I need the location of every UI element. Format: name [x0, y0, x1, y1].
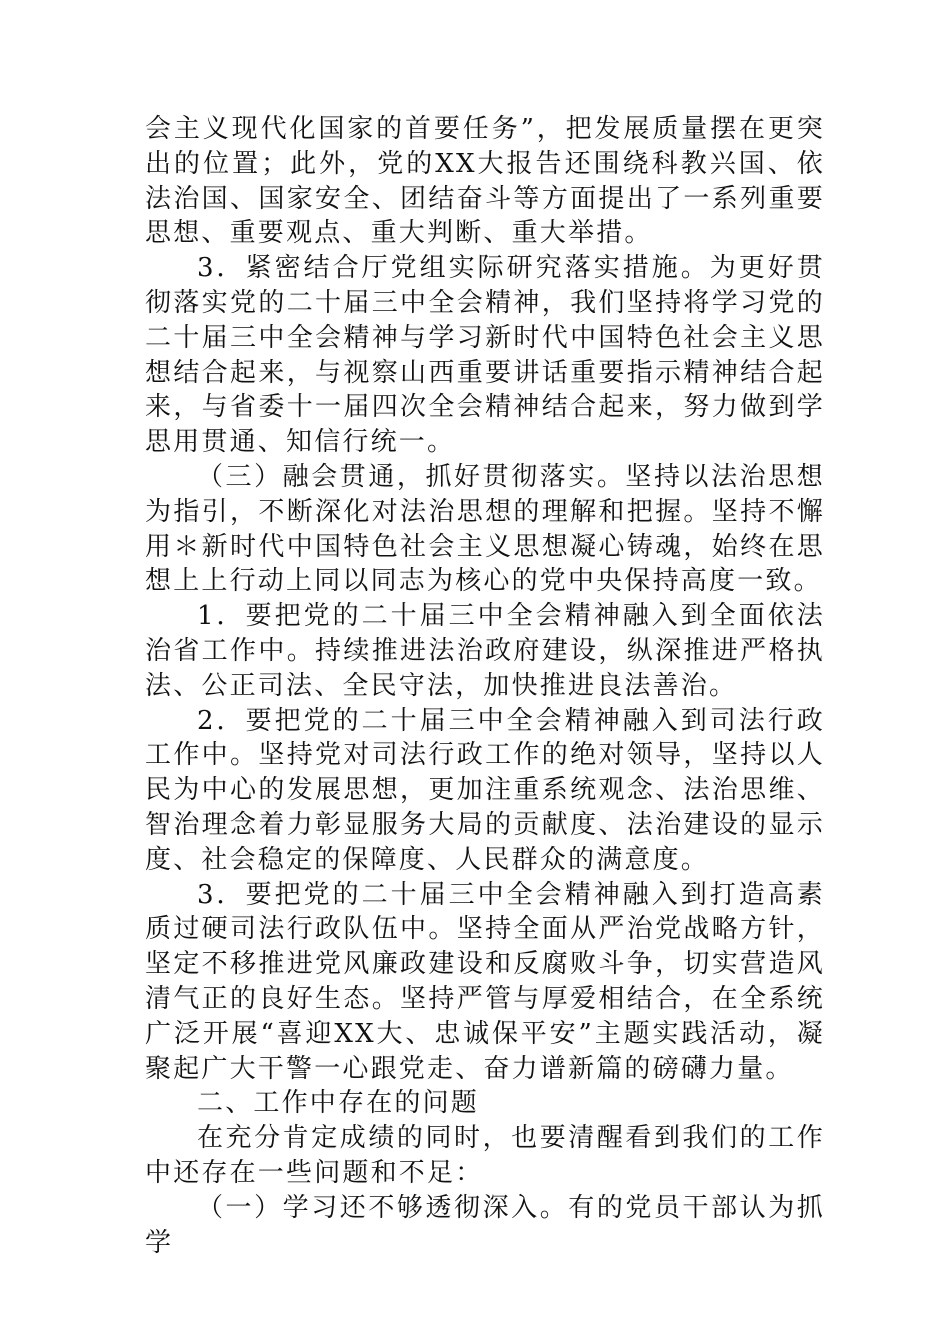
paragraph-implementation-measures: 3．紧密结合厅党组实际研究落实措施。为更好贯彻落实党的二十届三中全会精神，我们坚持将学习党的二十届三中全会精神与学习新时代中国特色社会主义思想结合起来，与视察山西重要讲话重要指示精神结合起来，与省委十一届四次全会精神结合起来，努力做到学思用贯通、知信行统一。 [145, 253, 825, 458]
paragraph-problem-one [145, 1191, 825, 1261]
paragraph-item-two: 2．要把党的二十届三中全会精神融入到司法行政工作中。坚持党对司法行政工作的绝对领导，坚持以人民为中心的发展思想，更加注重系统观念、法治思维、智治理念着力彰显服务大局的贡献度、法治建设的显示度、社会稳定的保障度、人民群众的满意度。 [145, 705, 825, 875]
paragraph-item-one: 1．要把党的二十届三中全会精神融入到全面依法治省工作中。持续推进法治政府建设，纵深推进严格执法、公正司法、全民守法，加快推进良法善治。 [145, 601, 825, 701]
section-three-body: 坚持以法治思想为指引，不断深化对法治思想的理解和把握。坚持不懈用＊新时代中国特色社会主义思想凝心铸魂，始终在思想上上行动上同以同志为核心的党中央保持高度一致。 [145, 461, 825, 597]
paragraph-item-three: 3．要把党的二十届三中全会精神融入到打造高素质过硬司法行政队伍中。坚持全面从严治党战略方针，坚定不移推进党风廉政建设和反腐败斗争，切实营造风清气正的良好生态。坚持严管与厚爱相结合，在全系统广泛开展“喜迎XX大、忠诚保平安”主题实践活动，凝聚起广大干警一心跟党走、奋力谱新篇的磅礴力量。 [145, 879, 825, 1084]
problem-one-heading: （一）学习还不够透彻深入。 [197, 1192, 569, 1223]
section-heading-problems: 二、工作中存在的问题 [197, 1088, 480, 1119]
document-page [145, 112, 825, 1260]
problem-one-body: 有的党员干部认为抓学 [145, 1192, 825, 1258]
paragraph-section-three [145, 460, 825, 599]
section-three-heading: （三）融会贯通，抓好贯彻落实。 [197, 461, 626, 492]
paragraph-continuation: 会主义现代化国家的首要任务”，把发展质量摆在更突出的位置；此外，党的XX大报告还围绕科教兴国、依法治国、国家安全、团结奋斗等方面提出了一系列重要思想、重要观点、重大判断、重大举措。 [145, 114, 825, 249]
paragraph-problems-intro: 在充分肯定成绩的同时，也要清醒看到我们的工作中还存在一些问题和不足： [145, 1123, 825, 1188]
